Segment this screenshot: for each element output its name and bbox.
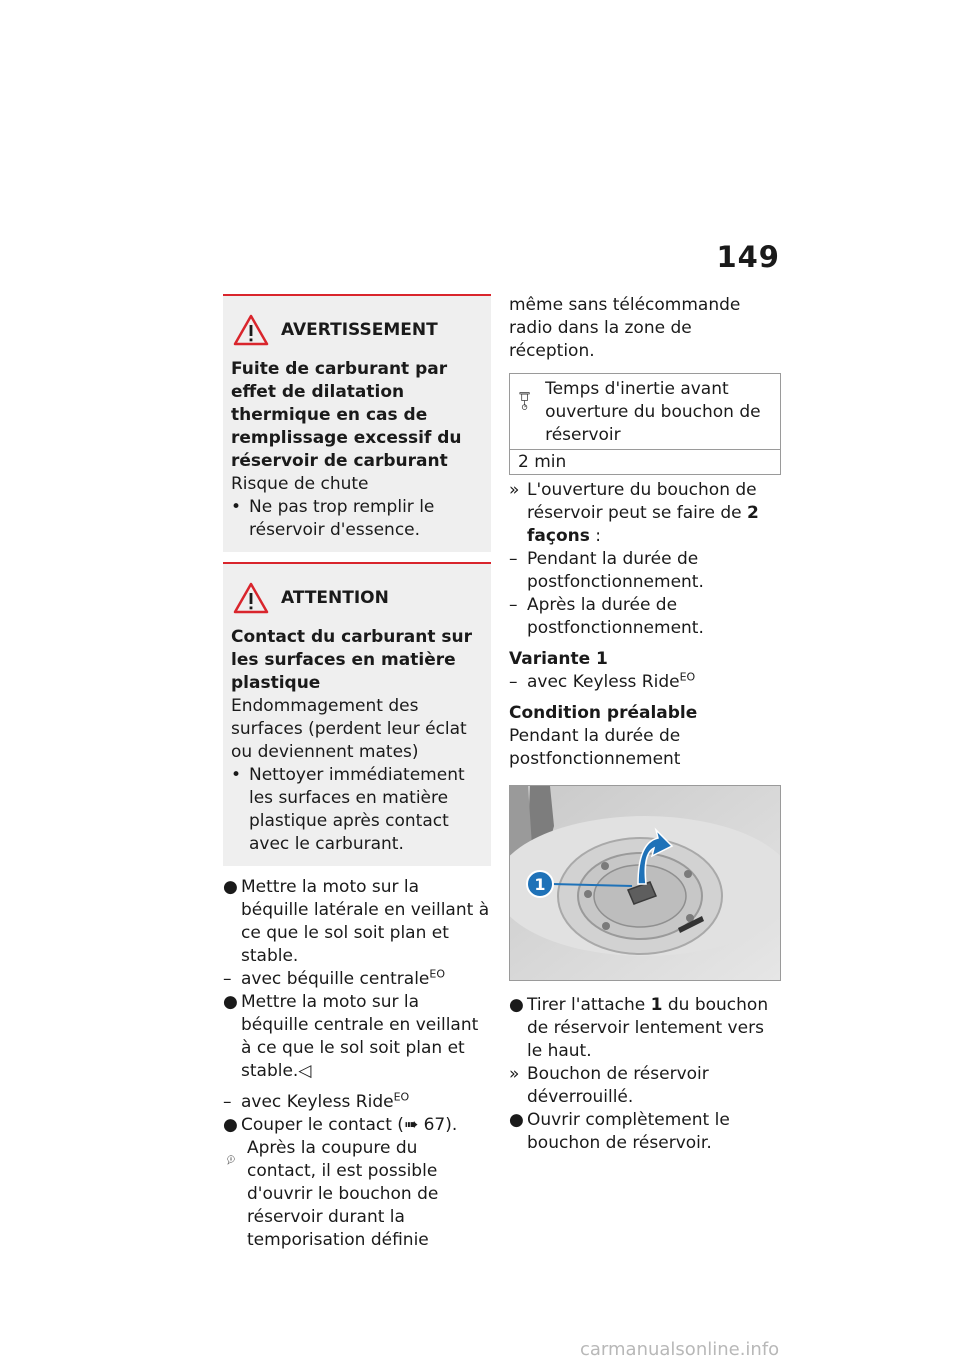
callout-1: 1 (534, 875, 546, 894)
variant-option: – avec Keyless Ride$^{EO}$ (509, 670, 696, 692)
option-after: – Après la durée de postfonctionnement. (509, 595, 704, 638)
attention-text: Endommagement des surfaces (perdent leur éclat ou deviennent mates) (231, 696, 467, 762)
info-text: Après la coupure du contact, il est possible d'ouvrir le bouchon de réservoir durant la temporisation définie (247, 1138, 439, 1250)
page-ref-arrow-icon: ➠ (403, 1115, 419, 1135)
option-keyless: – avec Keyless Ride$^{EO}$ (223, 1090, 410, 1112)
warning-title: AVERTISSEMENT (281, 319, 438, 340)
condition-text: Pendant la durée de postfonctionnement (509, 726, 681, 769)
step-side-stand: ● Mettre la moto sur la béquille latérale en veillant à ce que le sol soit plan et stable. (223, 877, 490, 966)
attention-title: ATTENTION (281, 587, 389, 608)
variant-heading: Variante 1 (509, 649, 608, 669)
fuel-cap-figure (509, 785, 781, 981)
info-icon (227, 1141, 235, 1179)
spec-value: 2 min (510, 449, 780, 474)
step-ignition-off: ● Couper le contact (➠ 67). (223, 1115, 458, 1135)
result-two-ways: » L'ouverture du bouchon de réservoir peut se faire de 2 façons : (509, 480, 759, 546)
result-unlocked: » Bouchon de réservoir déverrouillé. (509, 1064, 709, 1107)
spec-table (509, 373, 781, 475)
watermark: carmanualsonline.info (580, 1339, 780, 1360)
warning-box (223, 294, 491, 552)
step-open-cap: ● Ouvrir complètement le bouchon de réservoir. (509, 1110, 730, 1153)
timer-icon (518, 380, 531, 422)
page-number: 149 (716, 240, 780, 274)
continuation-text: même sans télécommande radio dans la zone de réception. (509, 295, 741, 361)
left-column (223, 294, 491, 1252)
attention-subtitle: Contact du carburant sur les surfaces en matière plastique (231, 627, 472, 693)
warning-triangle-icon (233, 314, 269, 346)
attention-bullet: • Nettoyer immédiatement les surfaces en matière plastique après contact avec le carburant. (231, 765, 465, 854)
step-central-stand: ● Mettre la moto sur la béquille centrale en veillant à ce que le sol soit plan et stable.◁ (223, 992, 479, 1081)
warning-risk: Risque de chute (231, 474, 369, 494)
warning-triangle-icon (233, 582, 269, 614)
option-central-stand: – avec béquille centrale$^{EO}$ (223, 967, 445, 989)
condition-heading: Condition préalable (509, 703, 698, 723)
warning-bullet: • Ne pas trop remplir le réservoir d'essence. (231, 497, 435, 540)
option-during: – Pendant la durée de postfonctionnement. (509, 549, 704, 592)
warning-subtitle: Fuite de carburant par effet de dilatation thermique en cas de remplissage excessif du réservoir de carburant (231, 359, 462, 471)
attention-box (223, 562, 491, 866)
spec-label: Temps d'inertie avant ouverture du bouchon de réservoir (545, 379, 761, 445)
end-mark: ◁ (298, 1061, 312, 1081)
info-note (223, 1137, 491, 1252)
right-column (509, 294, 781, 1155)
step-pull-clasp: ● Tirer l'attache 1 du bouchon de réservoir lentement vers le haut. (509, 995, 769, 1061)
